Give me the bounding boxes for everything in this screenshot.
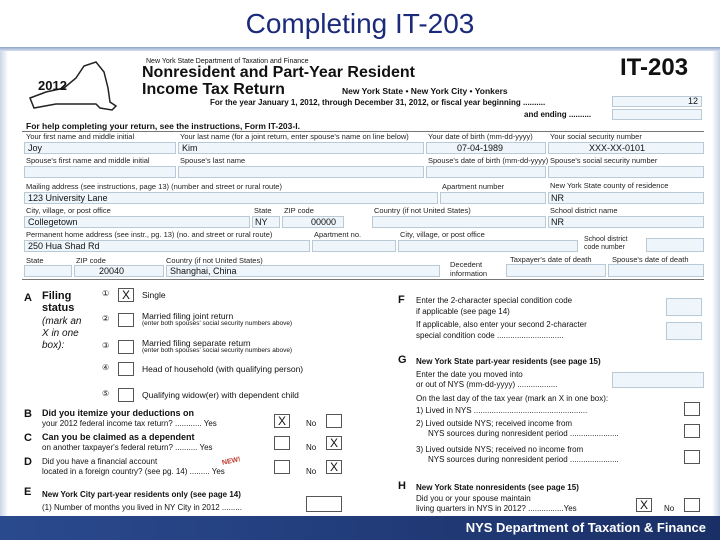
city-field[interactable]: Collegetown [24, 216, 250, 228]
section-d-no-label: No [306, 467, 317, 476]
section-f-line4: special condition code .............................. [416, 331, 564, 340]
ssn-label: Your social security number [550, 132, 642, 141]
country-field[interactable] [372, 216, 546, 228]
state-field[interactable]: NY [252, 216, 280, 228]
filing-option-checkbox[interactable]: X [118, 288, 134, 302]
section-g-opt2a: 2) Lived outside NYS; received income from [416, 419, 573, 428]
school-code-label: School district code number [584, 236, 628, 251]
section-e-line1: New York City part-year residents only (see page 14) [42, 490, 241, 499]
school-field[interactable]: NR [548, 216, 704, 228]
perm-apt-field[interactable] [312, 240, 396, 252]
new-badge: NEW! [221, 456, 242, 467]
section-f-letter: F [398, 294, 405, 306]
section-g-opt3a: 3) Lived outside NYS; received no income from [416, 445, 584, 454]
decedent-label: Decedent information [450, 260, 488, 278]
help-line: For help completing your return, see the instructions, Form IT-203-I. [26, 121, 300, 131]
spouse-dob-label: Spouse's date of birth (mm-dd-yyyy) [428, 156, 549, 165]
perm-city-label: City, village, or post office [400, 230, 485, 239]
section-g-opt1: 1) Lived in NYS ................................................... [416, 406, 588, 415]
apt-field[interactable] [440, 192, 546, 204]
form-heading-1: Nonresident and Part-Year Resident [142, 64, 415, 81]
section-b-line2: your 2012 federal income tax return? ............ Yes [42, 419, 217, 428]
filing-status-title: Filing status [42, 290, 75, 314]
section-b-line1: Did you itemize your deductions on [42, 408, 195, 418]
spouse-dob-field[interactable] [426, 166, 546, 178]
section-b-no-checkbox[interactable] [326, 414, 342, 428]
left-border [0, 51, 8, 516]
first-name-field[interactable]: Joy [24, 142, 176, 154]
section-d-line2: located in a foreign country? (see pg. 14) ......... Yes [42, 467, 225, 476]
filing-option-checkbox[interactable] [118, 388, 134, 402]
filing-option-number: ④ [102, 363, 110, 372]
perm-zip-field[interactable]: 20040 [74, 265, 164, 277]
section-g-opt2b: NYS sources during nonresident period ...................... [428, 429, 619, 438]
filing-option-number: ② [102, 314, 110, 323]
form-number: IT-203 [620, 54, 689, 81]
form-heading-2: Income Tax Return [142, 81, 285, 98]
sp-death-field[interactable] [608, 264, 704, 277]
mailing-label: Mailing address (see instructions, page 13) (number and street or rural route) [26, 182, 282, 191]
section-g-letter: G [398, 354, 407, 366]
filing-option-checkbox[interactable] [118, 340, 134, 354]
filing-option-label: Married filing separate return [142, 338, 251, 348]
section-e-letter: E [24, 486, 32, 498]
section-g-opt1-checkbox[interactable] [684, 402, 700, 416]
county-field[interactable]: NR [548, 192, 704, 204]
filing-status-note: (mark an X in one box): [42, 316, 82, 351]
section-e-line2: (1) Number of months you lived in NY City in 2012 ......... [42, 503, 242, 512]
perm-zip-label: ZIP code [76, 256, 106, 265]
filing-option-sublabel: (enter both spouses' social security numbers above) [142, 320, 293, 327]
department-name: New York State Department of Taxation and Finance [146, 58, 309, 65]
dob-label: Your date of birth (mm-dd-yyyy) [428, 132, 533, 141]
section-c-no-label: No [306, 443, 317, 452]
section-b-no-label: No [306, 419, 317, 428]
tp-death-label: Taxpayer's date of death [510, 255, 592, 264]
spouse-ssn-field[interactable] [548, 166, 704, 178]
header-divider [0, 47, 720, 51]
filing-option-label: Head of household (with qualifying person) [142, 364, 304, 374]
sp-death-label: Spouse's date of death [612, 255, 689, 264]
section-g-line1: Enter the date you moved into [416, 370, 523, 379]
zip-label: ZIP code [284, 206, 314, 215]
fiscal-year-begin-field[interactable] [612, 96, 702, 107]
filing-option-number: ③ [102, 341, 110, 350]
section-h-line1: Did you or your spouse maintain [416, 494, 531, 503]
perm-state-label: State [26, 256, 44, 265]
filing-option-number: ① [102, 289, 110, 298]
dob-field[interactable]: 07-04-1989 [426, 142, 546, 154]
perm-state-field[interactable] [24, 265, 72, 277]
section-h-no-label: No [664, 504, 675, 513]
school-label: School district name [550, 206, 618, 215]
page-title: Completing IT-203 [245, 8, 475, 39]
section-d-line1: Did you have a financial account [42, 457, 158, 466]
mailing-field[interactable]: 123 University Lane [24, 192, 438, 204]
perm-city-field[interactable] [398, 240, 578, 252]
state-label: State [254, 206, 272, 215]
section-g-line3: On the last day of the tax year (mark an X in one box): [416, 394, 609, 403]
special-code-2-field[interactable] [666, 322, 702, 340]
jurisdictions: New York State • New York City • Yonkers [342, 86, 508, 96]
county-label: New York State county of residence [550, 181, 669, 190]
spouse-last-label: Spouse's last name [180, 156, 246, 165]
section-f-line1: Enter the 2-character special condition code [416, 296, 573, 305]
last-name-field[interactable]: Kim [178, 142, 424, 154]
right-border [712, 51, 720, 516]
section-g-opt3-checkbox[interactable] [684, 450, 700, 464]
fiscal-year-end-field[interactable] [612, 109, 702, 120]
filing-option-number: ⑤ [102, 389, 110, 398]
section-d-letter: D [24, 456, 32, 468]
section-d-no-checkbox[interactable]: X [326, 460, 342, 474]
perm-apt-label: Apartment no. [314, 230, 362, 239]
form-year: 2012 [38, 78, 67, 93]
first-name-label: Your first name and middle initial [26, 132, 135, 141]
section-g-opt2-checkbox[interactable] [684, 424, 700, 438]
spouse-first-label: Spouse's first name and middle initial [26, 156, 150, 165]
ssn-field[interactable]: XXX-XX-0101 [548, 142, 704, 154]
section-f-line2: if applicable (see page 14) [416, 307, 510, 316]
spouse-first-field[interactable] [24, 166, 176, 178]
spouse-last-field[interactable] [178, 166, 424, 178]
section-h-yes-checkbox[interactable]: X [636, 498, 652, 512]
apt-label: Apartment number [442, 182, 505, 191]
section-h-letter: H [398, 480, 406, 492]
country-label: Country (if not United States) [374, 206, 471, 215]
section-c-letter: C [24, 432, 32, 444]
school-code-field[interactable] [646, 238, 704, 252]
filing-option-label: Qualifying widow(er) with dependent child [142, 390, 299, 400]
section-d-yes-checkbox[interactable] [274, 460, 290, 474]
tax-period: For the year January 1, 2012, through December 31, 2012, or fiscal year beginning .......... [210, 98, 546, 107]
move-date-field[interactable] [612, 372, 704, 388]
perm-country-label: Country (if not United States) [166, 256, 263, 265]
last-name-label: Your last name (for a joint return, enter spouse's name on line below) [180, 132, 409, 141]
footer-bar [0, 516, 720, 540]
perm-country-field[interactable]: Shanghai, China [166, 265, 440, 277]
and-ending-label: and ending .......... [524, 110, 592, 119]
section-h-no-checkbox[interactable] [684, 498, 700, 512]
city-label: City, village, or post office [26, 206, 111, 215]
section-h-line2: living quarters in NYS in 2012? ................Yes [416, 504, 577, 513]
filing-option-label: Single [142, 290, 166, 300]
tp-death-field[interactable] [506, 264, 606, 277]
section-g-line2: or out of NYS (mm-dd-yyyy) .................. [416, 380, 558, 389]
section-b-letter: B [24, 408, 32, 420]
section-f-line3: If applicable, also enter your second 2-character [416, 320, 587, 329]
perm-address-field[interactable]: 250 Hua Shad Rd [24, 240, 310, 252]
filing-option-checkbox[interactable] [118, 313, 134, 327]
section-c-no-checkbox[interactable]: X [326, 436, 342, 450]
spouse-ssn-label: Spouse's social security number [550, 156, 658, 165]
section-c-line2: on another taxpayer's federal return? .......... Yes [42, 443, 213, 452]
section-a-letter: A [24, 292, 32, 304]
section-e-months-field[interactable] [306, 496, 342, 512]
zip-field[interactable]: 00000 [282, 216, 344, 228]
footer-text: NYS Department of Taxation & Finance [465, 520, 706, 535]
filing-option-sublabel: (enter both spouses' social security numbers above) [142, 347, 293, 354]
section-b-yes-checkbox[interactable]: X [274, 414, 290, 428]
filing-option-label: Married filing joint return [142, 311, 234, 321]
special-code-1-field[interactable] [666, 298, 702, 316]
fiscal-year-suffix: 12 [687, 96, 698, 106]
section-c-line1: Can you be claimed as a dependent [42, 432, 195, 442]
section-g-opt3b: NYS sources during nonresident period ...................... [428, 455, 619, 464]
section-h-title: New York State nonresidents (see page 15) [416, 483, 579, 492]
perm-label: Permanent home address (see instr., pg. 13) (no. and street or rural route) [26, 230, 273, 239]
filing-option-checkbox[interactable] [118, 362, 134, 376]
section-c-yes-checkbox[interactable] [274, 436, 290, 450]
section-g-title: New York State part-year residents (see page 15) [416, 357, 601, 366]
